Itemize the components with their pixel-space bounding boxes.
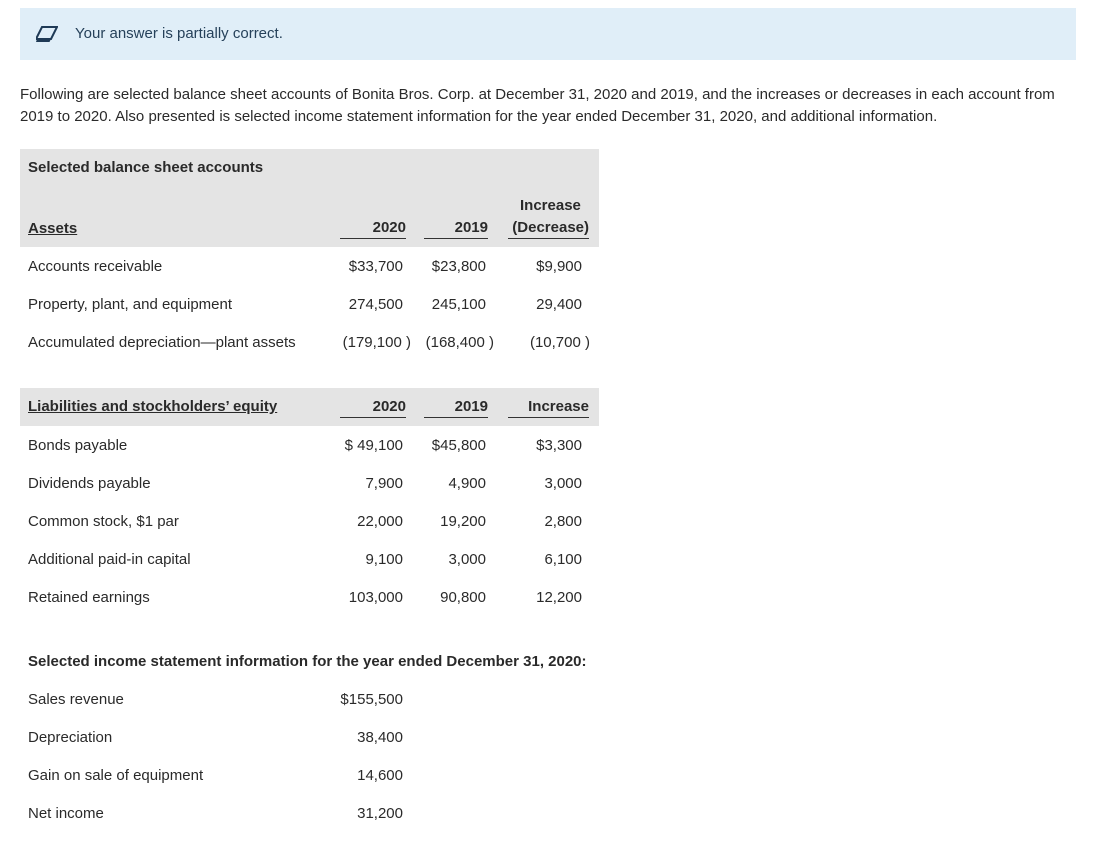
- liability-row-2020: 103,000: [348, 589, 403, 606]
- asset-row-2019: 245,100: [431, 296, 486, 313]
- feedback-banner: [20, 8, 1076, 60]
- assets-col-2019: 2019: [424, 219, 488, 239]
- pencil-icon: [36, 25, 58, 43]
- feedback-message: Your answer is partially correct.: [75, 25, 283, 42]
- problem-intro: Following are selected balance sheet accounts of Bonita Bros. Corp. at December 31, 2020 and 2019, and the increases or decreases in each account from 2019 to 2020. Also presented is selected income statement information for the year ended December 31, 2020, and additional information.: [20, 86, 1055, 125]
- liability-row-2019: 90,800: [440, 589, 486, 606]
- liability-row-label: Bonds payable: [28, 437, 128, 454]
- liabilities-heading: Liabilities and stockholders’ equity: [28, 398, 278, 415]
- income-row-value: 38,400: [357, 729, 403, 746]
- liability-row-change: 2,800: [544, 513, 582, 530]
- asset-row-2019: $23,800: [431, 258, 486, 275]
- liability-row-label: Common stock, $1 par: [28, 513, 179, 530]
- assets-col-change-line2: (Decrease): [508, 219, 589, 239]
- assets-col-2020: 2020: [340, 219, 406, 239]
- liability-row-label: Dividends payable: [28, 475, 151, 492]
- liability-row-2020: 22,000: [357, 513, 403, 530]
- liabilities-col-change: Increase: [508, 398, 589, 418]
- asset-row-label: Property, plant, and equipment: [28, 296, 233, 313]
- assets-heading: Assets: [28, 220, 78, 237]
- income-row-value: $155,500: [340, 691, 403, 708]
- liability-row-change: 3,000: [544, 475, 582, 492]
- asset-row-change: 29,400: [536, 296, 582, 313]
- income-row-label: Net income: [28, 805, 104, 822]
- assets-col-change-line1: Increase: [520, 197, 581, 214]
- income-statement-title: Selected income statement information for the year ended December 31, 2020:: [28, 653, 587, 670]
- liability-row-2019: 4,900: [448, 475, 486, 492]
- balance-sheet-title: Selected balance sheet accounts: [28, 159, 264, 176]
- asset-row-label: Accounts receivable: [28, 258, 163, 275]
- income-row-label: Sales revenue: [28, 691, 124, 708]
- asset-row-2020: $33,700: [348, 258, 403, 275]
- liability-row-change: $3,300: [536, 437, 582, 454]
- liability-row-2020: 9,100: [365, 551, 403, 568]
- liability-row-2020: 7,900: [365, 475, 403, 492]
- liability-row-label: Retained earnings: [28, 589, 150, 606]
- liabilities-col-2020: 2020: [340, 398, 406, 418]
- income-row-value: 14,600: [357, 767, 403, 784]
- income-row-label: Gain on sale of equipment: [28, 767, 204, 784]
- asset-row-label: Accumulated depreciation—plant assets: [28, 334, 296, 351]
- liability-row-change: 12,200: [536, 589, 582, 606]
- liability-row-label: Additional paid-in capital: [28, 551, 191, 568]
- liability-row-2019: 3,000: [448, 551, 486, 568]
- liability-row-2019: $45,800: [431, 437, 486, 454]
- liability-row-2020: $ 49,100: [344, 437, 403, 454]
- liability-row-change: 6,100: [544, 551, 582, 568]
- liabilities-col-2019: 2019: [424, 398, 488, 418]
- asset-row-2020: 274,500: [348, 296, 403, 313]
- liability-row-2019: 19,200: [440, 513, 486, 530]
- income-row-value: 31,200: [357, 805, 403, 822]
- asset-row-change: (10,700 ): [529, 334, 590, 351]
- asset-row-change: $9,900: [536, 258, 582, 275]
- asset-row-2020: (179,100 ): [342, 334, 411, 351]
- asset-row-2019: (168,400 ): [425, 334, 494, 351]
- income-row-label: Depreciation: [28, 729, 113, 746]
